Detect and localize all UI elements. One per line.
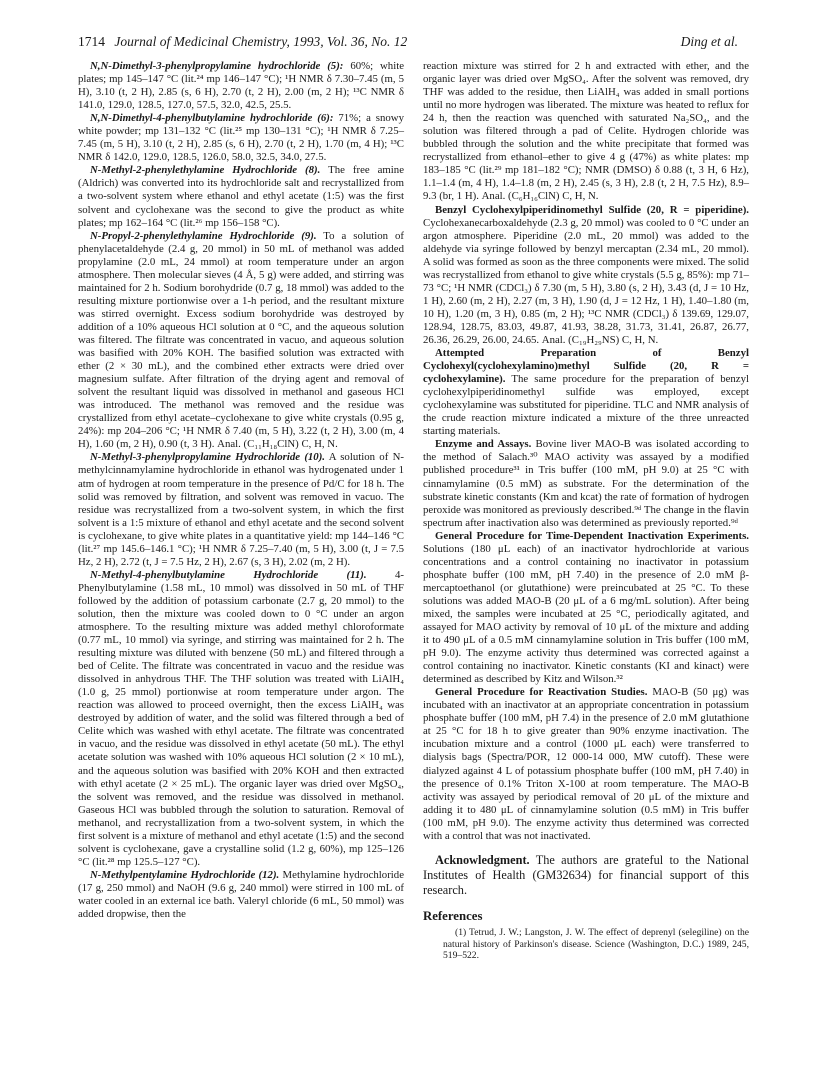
section-title: Benzyl Cyclohexylpiperidinomethyl Sulfide (20, R = piperidine). bbox=[435, 203, 749, 216]
section-paragraph bbox=[423, 438, 749, 529]
running-head bbox=[78, 34, 738, 52]
compound-body: A solution of N-methylcinnamylamine hydrochloride in ethanol was hydrogenated under 1 atm of hydrogen at room temperature in the presence of Pd/C for 18 h. The solid was removed by filtration, and solvent was removed in vacuo. The residue was recrystallized from a two-solvent system, in which the first solvent is a 1:5 mixture of ethanol and ethyl acetate and the second solvent is cyclohexane, to give white plates in a quantitative yield: mp 144–146 °C (lit.²⁷ mp 145.6–146.1 °C); ¹H NMR δ 7.25–7.40 (m, 5 H), 3.00 (t, J = 7.5 Hz, 2 H), 2.72 (t, J = 7.5 Hz, 2 H), 2.67 (s, 3 H), 2.02 (m, 2 H). bbox=[78, 451, 404, 568]
section-paragraph bbox=[423, 347, 749, 438]
compound-body: To a solution of phenylacetaldehyde (2.4 g, 20 mmol) in 50 mL of methanol was added propylamine (2.0 mL, 24 mmol) at room temperature under an argon atmosphere. Then molecular sieves (4 Å, 5 g) were added, and stirring was maintained for 2 h. Sodium borohydride (0.7 g, 18 mmol) was added to the resulting mixture portionwise over a 1-h period, and the resultant mixture was stirred overnight. Excess sodium borohydride was destroyed by addition of a 10% aqueous HCl solution at 0 °C, and the aqueous solution was filtered. The filtrate was concentrated in vacuo, and aqueous solution was basified with 20% KOH. The basified solution was extracted with ether (2 × 30 mL), and the combined ether extracts were dried over magnesium sulfate. After filtration of the drying agent and removal of solvent the resultant liquid was dissolved in methanol and gaseous HCl was introduced. The methanol was removed and the residue was crystallized from ethyl acetate–cyclohexane to give white crystals (0.95 g, 24%): mp 204–206 °C; ¹H NMR δ 7.40 (m, 5 H), 3.22 (t, 2 H), 3.00 (m, 4 H), 1.60 (m, 2 H), 0.90 (t, 3 H). Anal. (C₁₁H₁₈ClN) C, H, N. bbox=[78, 229, 404, 451]
acknowledgment-title: Acknowledgment. bbox=[435, 852, 530, 867]
section-body: MAO-B (50 μg) was incubated with an inactivator at an appropriate concentration in potassium phosphate buffer (100 mM, pH 7.4) in the presence of 2.0 mM glutathione at 25 °C for 18 h to give greater than 90% enzyme inactivation. The incubation mixture and a control (1000 μL each) were transferred to dialysis bags (Spectra/POR, 12 000-14 000, MW cutoff). These were dialyzed against 4 L of potassium phosphate buffer (100 mM, pH 7.40) in the presence of 0.1% Triton X-100 at room temperature. The MAO-B activity was assayed by periodical removal of 20 μL of the mixture and adding it to 480 μL of cinnamylamine solution (0.5 mM) in Tris buffer (100 mM, pH 9.0). The enzyme activity thus determined was corrected with a control that was not inactivated. bbox=[423, 686, 749, 842]
compound-title: N-Methylpentylamine Hydrochloride (12). bbox=[90, 868, 280, 881]
section-title: Enzyme and Assays. bbox=[435, 438, 532, 451]
section-paragraph bbox=[423, 686, 749, 843]
section-body: Solutions (180 μL each) of an inactivator hydrochloride at various concentrations and a control containing no inactivator in potassium phosphate buffer (100 mM, pH 7.40) in the presence of 2.0 mM β-mercaptoethanol (or glutathione) were preincubated at 25 °C. To these solutions was added MAO-B (20 μL of a 6 mg/mL solution). After being mixed, the samples were incubated at 25 °C, periodically agitated, and assayed for MAO activity by removal of 10 μL of the mixture and adding it to 490 μL of a 0.5 mM cinnamylamine solution in Tris buffer (100 mM, pH 9.0). The enzyme activity thus determined was corrected against a control containing no inactivator. Kinetic constants (KI and kinact) were determined as described by Kitz and Wilson.³² bbox=[423, 542, 749, 686]
continued-paragraph: reaction mixture was stirred for 2 h and extracted with ether, and the organic layer was dried over MgSO₄. After the solvent was removed, dry THF was added to the residue, then LiAlH₄ was added in small portions until no more hydrogen was liberated. The mixture was heated to reflux for 24 h, then the reaction was quenched with saturated Na₂SO₄, and the solution was filtered through a pad of Celite. Hydrogen chloride was bubbled through the solution and the white precipitate that formed was recrystallized from ethanol–ether to give 4 g (47%) as white plates: mp 183–185 °C (lit.²⁹ mp 181–182 °C); NMR (DMSO) δ 0.88 (t, 3 H, 6 Hz), 1.1–1.4 (m, 4 H), 1.4–1.8 (m, 2 H), 2.45 (s, 3 H), 2.8 (t, 2 H, 7.5 Hz), 8.9–9.3 (br, 1 H). Anal. (C₆H₁₆ClN) C, H, N. bbox=[423, 60, 749, 203]
section-title: General Procedure for Reactivation Studies. bbox=[435, 686, 648, 699]
compound-body: 4-Phenylbutylamine (1.58 mL, 10 mmol) was dissolved in 50 mL of THF followed by the addition of potassium carbonate (2.7 g, 20 mmol) to the solution, then the mixture was cooled down to 0 °C under an argon atmosphere. To the resulting mixture was added methyl chloroformate (0.77 mL, 10 mmol) via syringe, and stirring was maintained for 2 h. The resulting mixture was diluted with benzene (50 mL) and filtered through a bed of Celite. The filtrate was concentrated in vacuo and the residue was dissolved in anhydrous THF. The THF solution was treated with LiAlH₄ (1.0 g, 25 mmol) portionwise at room temperature under argon. The reaction was allowed to proceed overnight, then the excess LiAlH₄ was destroyed by addition of water, and the solid was filtered through a bed of Celite which was washed with ethyl acetate. The filtrate was concentrated in vacuo, and the residue was dissolved in ethyl acetate (50 mL). The ethyl acetate solution was washed with 10% aqueous HCl solution (2 × 10 mL), and the aqueous solution was basified with 20% KOH and then extracted with ethyl acetate (2 × 25 mL). The organic layer was dried over MgSO₄, the solvent was removed, and the residue was dissolved in methanol. Gaseous HCl was bubbled through the solution to saturation. Removal of methanol, and recrystallization from a two-solvent system, in which the first solvent is a mixture of methanol and ethyl acetate (1:5) and the second solvent is cyclohexane, gave a crystalline solid (1.2 g, 60%), mp 125–126 °C (lit.²⁸ mp 125.5–127 °C). bbox=[78, 568, 405, 868]
compound-paragraph bbox=[78, 230, 404, 452]
page-number: 1714 bbox=[78, 34, 105, 49]
compound-title: N,N-Dimethyl-3-phenylpropylamine hydrochloride (5): bbox=[90, 60, 344, 72]
compound-body: Methylamine hydrochloride (17 g, 250 mmol) and NaOH (9.6 g, 240 mmol) were stirred in 100 mL of water cooled in an external ice bath. Valeryl chloride (6 mL, 50 mmol) was added dropwise, then the bbox=[78, 868, 404, 921]
section-body: The same procedure for the preparation of benzyl cyclohexylpiperidinomethyl sulfide was employed, except cyclohexylamine was substituted for piperidine. TLC and NMR analysis of the crude reaction mixture indicated a mixture of the three unreacted starting materials. bbox=[423, 373, 749, 438]
section-body: Cyclohexanecarboxaldehyde (2.3 g, 20 mmol) was cooled to 0 °C under an argon atmosphere. Piperidine (2.0 mL, 20 mmol) was added to the aldehyde via syringe followed by benzyl mercaptan (2.34 mL, 20 mmol). A solid was formed as soon as the three components were mixed. The solid was recrystallized from ethanol to give white crystals (5.5 g, 85%): mp 71–73 °C; ¹H NMR (CDCl₃) δ 7.30 (m, 5 H), 3.80 (s, 2 H), 3.43 (d, J = 10 Hz, 1 H), 2.60 (m, 2 H), 2.27 (m, 3 H), 1.90 (d, J = 12 Hz, 1 H), 1.40–1.80 (m, 10 H), 1.20 (m, 3 H), 0.85 (m, 2 H); ¹³C NMR (CDCl₃) δ 139.69, 129.07, 128.94, 128.75, 83.03, 49.87, 41.93, 38.28, 31.73, 31.41, 26.87, 26.77, 26.36, 26.29, 26.00, 24.65. Anal. (C₁₉H₂₉NS) C, H, N. bbox=[423, 216, 749, 346]
journal-citation: Journal of Medicinal Chemistry, 1993, Vol. 36, No. 12 bbox=[114, 34, 408, 49]
compound-paragraph bbox=[78, 112, 404, 164]
acknowledgment-body: The authors are grateful to the National Institutes of Health (GM32634) for financial support of this research. bbox=[423, 852, 749, 897]
compound-title: N-Propyl-2-phenylethylamine Hydrochloride (9). bbox=[90, 229, 317, 242]
reference-item: (1) Tetrud, J. W.; Langston, J. W. The effect of deprenyl (selegiline) on the natural history of Parkinson's disease. Science (Washington, D.C.) 1989, 245, 519–522. bbox=[443, 927, 749, 961]
section-title: General Procedure for Time-Dependent Inactivation Experiments. bbox=[435, 529, 749, 542]
running-head-left bbox=[78, 34, 407, 50]
compound-title: N-Methyl-3-phenylpropylamine Hydrochloride (10). bbox=[90, 451, 326, 464]
right-column bbox=[423, 60, 749, 961]
section-paragraph bbox=[423, 204, 749, 348]
running-head-authors: Ding et al. bbox=[680, 34, 738, 49]
left-column bbox=[78, 60, 404, 921]
compound-title: N-Methyl-2-phenylethylamine Hydrochloride (8). bbox=[90, 164, 321, 177]
section-title: Attempted Preparation of Benzyl Cyclohexyl(cyclohexylamino)methyl Sulfide (20, R = cyclohexylamine). bbox=[423, 347, 749, 386]
compound-paragraph bbox=[78, 869, 404, 921]
compound-body: 71%; a snowy white powder; mp 131–132 °C (lit.²⁵ mp 130–131 °C); ¹H NMR δ 7.25–7.45 (m, 5 H), 3.10 (t, 2 H), 2.85 (s, 6 H), 2.70 (t, 2 H), 1.70 (m, 4 H); ¹³C NMR δ 142.0, 129.0, 128.5, 126.0, 58.0, 32.5, 34.0, 27.5. bbox=[78, 112, 404, 164]
compound-title: N-Methyl-4-phenylbutylamine Hydrochloride (11). bbox=[90, 568, 367, 581]
acknowledgment bbox=[423, 853, 749, 898]
compound-paragraph bbox=[78, 60, 404, 112]
references-heading: References bbox=[423, 909, 483, 924]
compound-body: 60%; white plates; mp 145–147 °C (lit.²⁴ mp 146–147 °C); ¹H NMR δ 7.30–7.45 (m, 5 H), 3.10 (t, 2 H), 2.85 (s, 6 H), 2.70 (t, 2 H), 2.00 (m, 2 H); ¹³C NMR δ 141.0, 129.0, 128.5, 127.0, 57.5, 32.0, 42.5, 25.5. bbox=[78, 60, 404, 112]
section-paragraph bbox=[423, 530, 749, 687]
compound-title: N,N-Dimethyl-4-phenylbutylamine hydrochloride (6): bbox=[90, 112, 334, 125]
compound-paragraph bbox=[78, 164, 404, 229]
section-body: Bovine liver MAO-B was isolated according to the method of Salach.³⁰ MAO activity was assayed by a modified published procedure³¹ in Tris buffer (100 mM, pH 9.0) at 25 °C with cinnamylamine (0.5 mM) as substrate. For the determination of the substrate kinetic constants (Km and kcat) the rate of formation of hydrogen peroxide was monitored as previously described.⁹ᵈ The change in the flavin spectrum after inactivation also was determined as previously reported.⁹ᵈ bbox=[423, 438, 749, 529]
compound-paragraph bbox=[78, 451, 404, 568]
compound-body: The free amine (Aldrich) was converted into its hydrochloride salt and recrystallized from a two-solvent system where ethanol and ethyl acetate (1:5) was the first solvent and cyclohexane was the second to give the product as white plates; mp 162–164 °C (lit.²⁶ mp 156–158 °C). bbox=[78, 164, 404, 229]
compound-paragraph bbox=[78, 569, 404, 869]
